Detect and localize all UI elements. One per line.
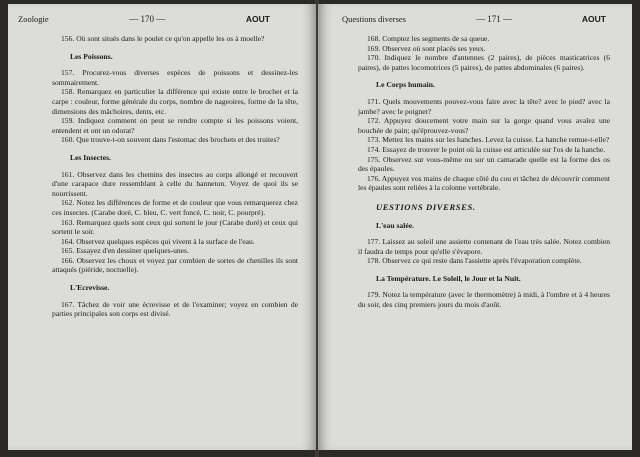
left-header-month: AOUT (245, 14, 270, 24)
section-heading: Les Poissons. (70, 51, 113, 61)
left-running-header (18, 14, 270, 26)
right-page-body (358, 34, 610, 310)
question-item: 179. Notez la température (avec le thermomètre) à midi, à l'ombre et à 4 heures du soir, des cinq premiers jours du mois d'août. (358, 290, 610, 310)
section-heading: L'Ecrevisse. (70, 283, 110, 293)
question-item: 158. Remarquez en particulier la différence qui existe entre le brochet et la carpe : couleur, forme générale du corps, nombre de nageoires, forme de la tête, dimensions des mâchoires, dents, etc. (52, 87, 298, 116)
question-item: 178. Observez ce qui reste dans l'assiette après l'évaporation complète. (367, 256, 582, 266)
question-item: 156. Où sont situés dans le poulet ce qu'on appelle les os à moelle? (61, 34, 265, 43)
question-item: 163. Remarquez quels sont ceux qui sortent le jour (Carabe doré) et ceux qui sortent le soir. (52, 217, 298, 237)
chapter-heading: UESTIONS DIVERSES. (376, 201, 476, 212)
right-running-header (342, 14, 606, 26)
section-heading: Les Insectes. (70, 152, 111, 162)
section-heading: Le Corps humain. (376, 80, 435, 90)
question-item: 161. Observez dans les chemins des insectes au corps allongé et recouvert d'une carapace dure ressemblant à celle du hanneton. Voyez de quoi ils se nourrissent. (52, 169, 298, 198)
question-item: 172. Appuyez doucement votre main sur la gorge quand vous avalez une bouchée de pain; qu'éprouvez-vous? (358, 116, 610, 135)
question-item: 166. Observez les choux et voyez par combien de sortes de chenilles ils sont attaqués (piéride, noctuelle). (52, 255, 298, 275)
question-item: 159. Indiquez comment on peut se rendre compte si les poissons voient, entendent et ont un odorat? (52, 116, 298, 135)
question-item: 168. Comptez les segments de sa queue. (367, 34, 490, 43)
question-item: 170. Indiquez le nombre d'antennes (2 paires), de pièces masticatrices (6 paires), de pattes locomotrices (5 paires), de pattes abdominales (6 paires). (358, 53, 610, 72)
right-header-month: AOUT (581, 14, 606, 24)
question-item: 171. Quels mouvements pouvez-vous faire avec la tête? avec le pied? avec la jambe? avec le poignet? (358, 96, 610, 116)
question-item: 176. Appuyez vos mains de chaque côté du cou et tâchez de découvrir comment les épaules sont reliées à la colonne vertébrale. (358, 173, 610, 193)
question-item: 169. Observez où sont placés ses yeux. (367, 43, 486, 53)
left-page-body (52, 34, 298, 319)
question-item: 162. Notez les différences de forme et de couleur que vous remarquerez chez ces insectes. (Carabe doré, C. bleu, C. vert foncé, C. noir, C. pourpré). (52, 198, 298, 217)
question-item: 160. Que trouve-t-on souvent dans l'estomac des brochets et des truites? (61, 135, 280, 145)
right-header-section: Questions diverses (342, 14, 406, 24)
right-page (318, 4, 632, 450)
question-item: 177. Laissez au soleil une assiette contenant de l'eau très salée. Notez combien il faudra de temps pour qu'elle s'évapore. (358, 237, 610, 256)
left-header-section: Zoologie (18, 14, 49, 24)
left-page-number: — 170 — (129, 14, 166, 24)
question-item: 164. Observez quelques espèces qui vivent à la surface de l'eau. (61, 236, 255, 246)
question-item: 157. Procurez-vous diverses espèces de poissons et dessinez-les sommairement. (52, 68, 298, 87)
question-item: 165. Essayez d'en dessiner quelques-unes. (61, 246, 189, 256)
section-heading: L'eau salée. (376, 220, 414, 230)
right-page-number: — 171 — (475, 14, 512, 24)
question-item: 173. Mettez les mains sur les hanches. Levez la cuisse. La hanche remue-t-elle? (367, 135, 610, 145)
left-page (8, 4, 316, 450)
section-heading: La Température. Le Soleil, le Jour et la Nuit. (376, 273, 521, 283)
question-item: 174. Essayez de trouver le point où la cuisse est articulée sur l'os de la hanche. (367, 144, 606, 154)
question-item: 167. Tâchez de voir une écrevisse et de l'examiner; voyez en combien de parties principales son corps est divisé. (52, 299, 298, 319)
question-item: 175. Observez sur vous-même ou sur un camarade quelle est la forme des os des épaules. (358, 154, 610, 174)
